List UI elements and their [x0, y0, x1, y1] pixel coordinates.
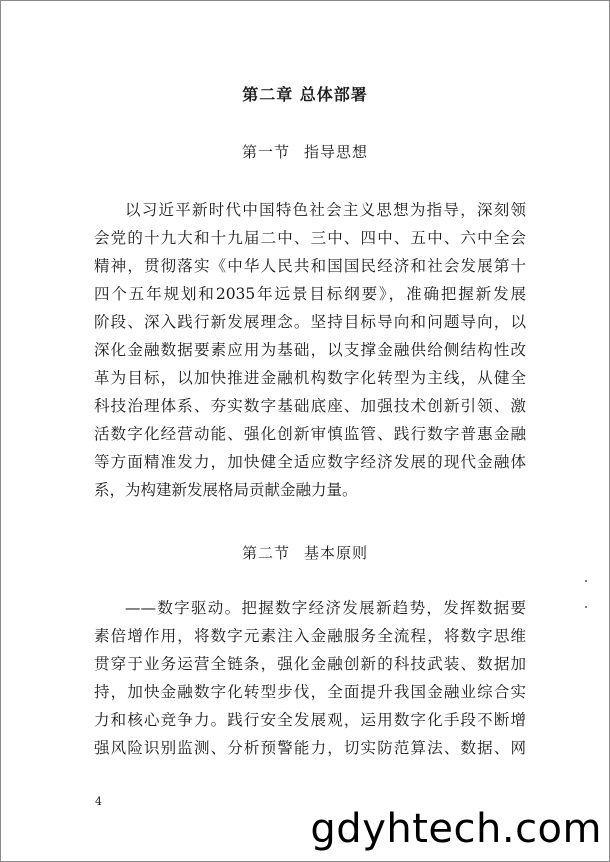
scan-speck — [585, 606, 587, 608]
paragraph-line: 会党的十九大和十九届二中、三中、四中、五中、六中全会 — [94, 229, 526, 247]
paragraph-line: 阶段、深入践行新发展理念。坚持目标导向和问题导向，以 — [94, 313, 526, 331]
paragraph-line: 持，加快金融数字化转型步伐，全面提升我国金融业综合实 — [94, 683, 526, 701]
paragraph-line: 精神，贯彻落实《中华人民共和国国民经济和社会发展第十 — [94, 257, 526, 275]
paragraph-line: 四个五年规划和2035年远景目标纲要》，准确把握新发展 — [94, 285, 526, 303]
paragraph-line: 等方面精准发力，加快健全适应数字经济发展的现代金融体 — [94, 453, 526, 471]
chapter-title: 第二章 总体部署 — [242, 85, 368, 104]
paragraph-line: 以习近平新时代中国特色社会主义思想为指导，深刻领 — [125, 201, 526, 219]
section-heading: 基本原则 — [304, 544, 369, 562]
paragraph-line: 素倍增作用，将数字元素注入金融服务全流程，将数字思维 — [94, 627, 526, 645]
paragraph-line: 贯穿于业务运营全链条，强化金融创新的科技武装、数据加 — [94, 655, 526, 673]
section-number: 第一节 — [241, 143, 290, 161]
paragraph-line: 强风险识别监测、分析预警能力，切实防范算法、数据、网 — [94, 739, 526, 757]
paragraph-line: ——数字驱动。把握数字经济发展新趋势，发挥数据要 — [125, 599, 526, 617]
paragraph-guiding-ideology — [94, 196, 526, 504]
paragraph-line: 深化金融数据要素应用为基础，以支撑金融供给侧结构性改 — [94, 341, 526, 359]
page-number: 4 — [95, 795, 102, 808]
paragraph-line: 系，为构建新发展格局贡献金融力量。 — [94, 481, 358, 499]
paragraph-line: 革为目标，以加快推进金融机构数字化转型为主线，从健全 — [94, 369, 526, 387]
scan-speck — [585, 580, 587, 582]
watermark: gdyhtech.com — [310, 806, 602, 852]
section-title-guiding-ideology — [0, 141, 610, 162]
paragraph-line: 力和核心竞争力。践行安全发展观，运用数字化手段不断增 — [94, 711, 526, 729]
paragraph-basic-principles — [94, 594, 526, 762]
section-title-basic-principles — [0, 542, 610, 563]
paragraph-line: 科技治理体系、夯实数字基础底座、加强技术创新引领、激 — [94, 397, 526, 415]
section-heading: 指导思想 — [304, 143, 369, 161]
paragraph-line: 活数字化经营动能、强化创新审慎监管、践行数字普惠金融 — [94, 425, 526, 443]
section-number: 第二节 — [241, 544, 290, 562]
